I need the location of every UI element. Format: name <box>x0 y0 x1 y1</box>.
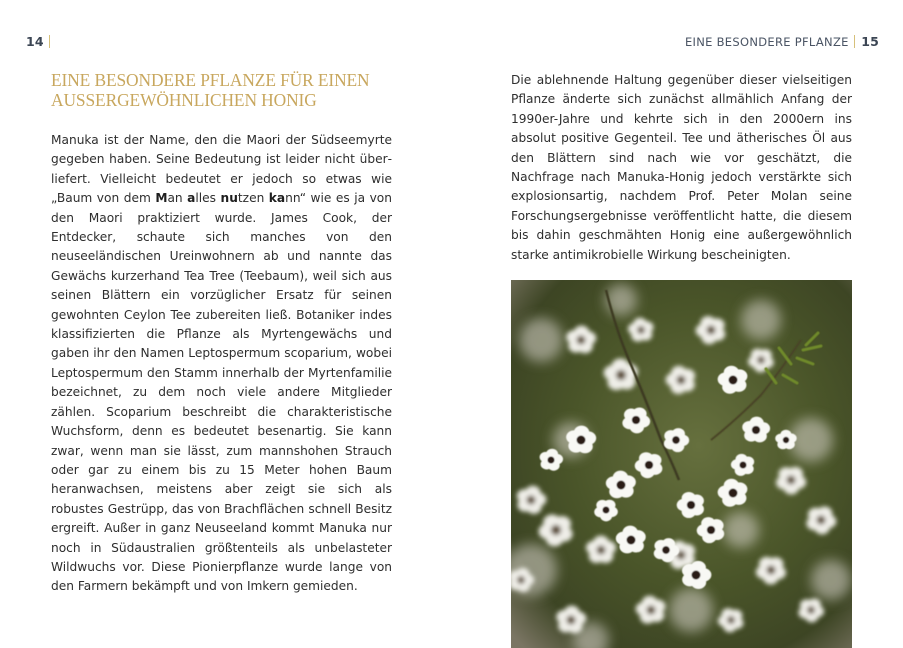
left-body-paragraph: Manuka ist der Name, den die Maori der Südseemyrte gegeben haben. Seine Bedeutung ist leider nicht überliefert. Vielleicht bedeutet er jedoch so etwas wie „Baum von dem Man alles nutzen kann“ wie es ja von den Maori praktiziert wurde. James Cook, der Entdecker, schaute sich manches von den neuseeländischen Ureinwohnern ab und nannte das Gewächs kurzerhand Tea Tree (Teebaum), weil sich aus seinen Blättern ein vorzüglicher Ersatz für seinen gewohnten Ceylon Tee zubereiten ließ. Botaniker indes klassifizierten die Pflanze als Myrtengewächs und gaben ihr den Namen Leptospermum scoparium, wobei Leptospermum den Stamm innerhalb der Myrtenfamilie bezeichnet, zu dem noch viele andere Mitglieder zählen. Scoparium beschreibt die charakteristische Wuchsform, denn es bedeutet besenartig. Sie kann zwar, wenn man sie lässt, zum mannshohen Strauch oder gar zu einem bis zu 15 Meter hohen Baum heranwachsen, meistens aber zeigt sie sich als robustes Gestrüpp, das von Brachflächen schnell Besitz ergreift. Außer in ganz Neuseeland kommt Manuka nur noch in Südaustralien größtenteils als unbelasteter Wildwuchs vor. Diese Pionierpflanze wurde lange von den Farmern bekämpft und von Imkern gemieden. <box>51 133 392 594</box>
bokeh-spot <box>741 300 781 340</box>
left-body-column <box>51 131 392 597</box>
page-number-right: 15 <box>861 34 879 49</box>
folio-divider <box>854 35 856 48</box>
page-folio-right <box>685 34 879 49</box>
page-number-left: 14 <box>26 34 44 49</box>
bokeh-spot <box>669 588 713 632</box>
running-head: EINE BESONDERE PFLANZE <box>684 34 849 49</box>
flower-illustration <box>511 280 852 648</box>
bokeh-spot <box>519 318 563 362</box>
right-body-paragraph: Die ablehnende Haltung gegenüber dieser vielseitigen Pflanze änderte sich zunächst allmählich Anfang der 1990er-Jahre und kehrte sich in den 2000ern ins absolut positive Gegenteil. Tee und ätherisches Öl aus den Blättern sind nach wie vor geschätzt, die Nachfrage nach Manuka-Honig jedoch verstärkte sich explosionsartig, nachdem Prof. Peter Molan seine Forschungsergebnisse veröffentlicht hatte, die diesem bis dahin geschmähten Honig eine außergewöhnlich starke antimikrobielle Wirkung bescheinigten. <box>511 73 852 262</box>
right-body-column <box>511 71 852 265</box>
section-heading: EINE BESONDERE PFLANZE FÜR EINEN AUSSERGEWÖHNLICHEN HONIG <box>51 70 370 110</box>
manuka-flower-photo <box>511 280 852 648</box>
bokeh-spot <box>811 560 851 600</box>
folio-divider <box>49 35 51 48</box>
page-folio-left <box>26 34 56 49</box>
bokeh-spot <box>723 512 759 548</box>
